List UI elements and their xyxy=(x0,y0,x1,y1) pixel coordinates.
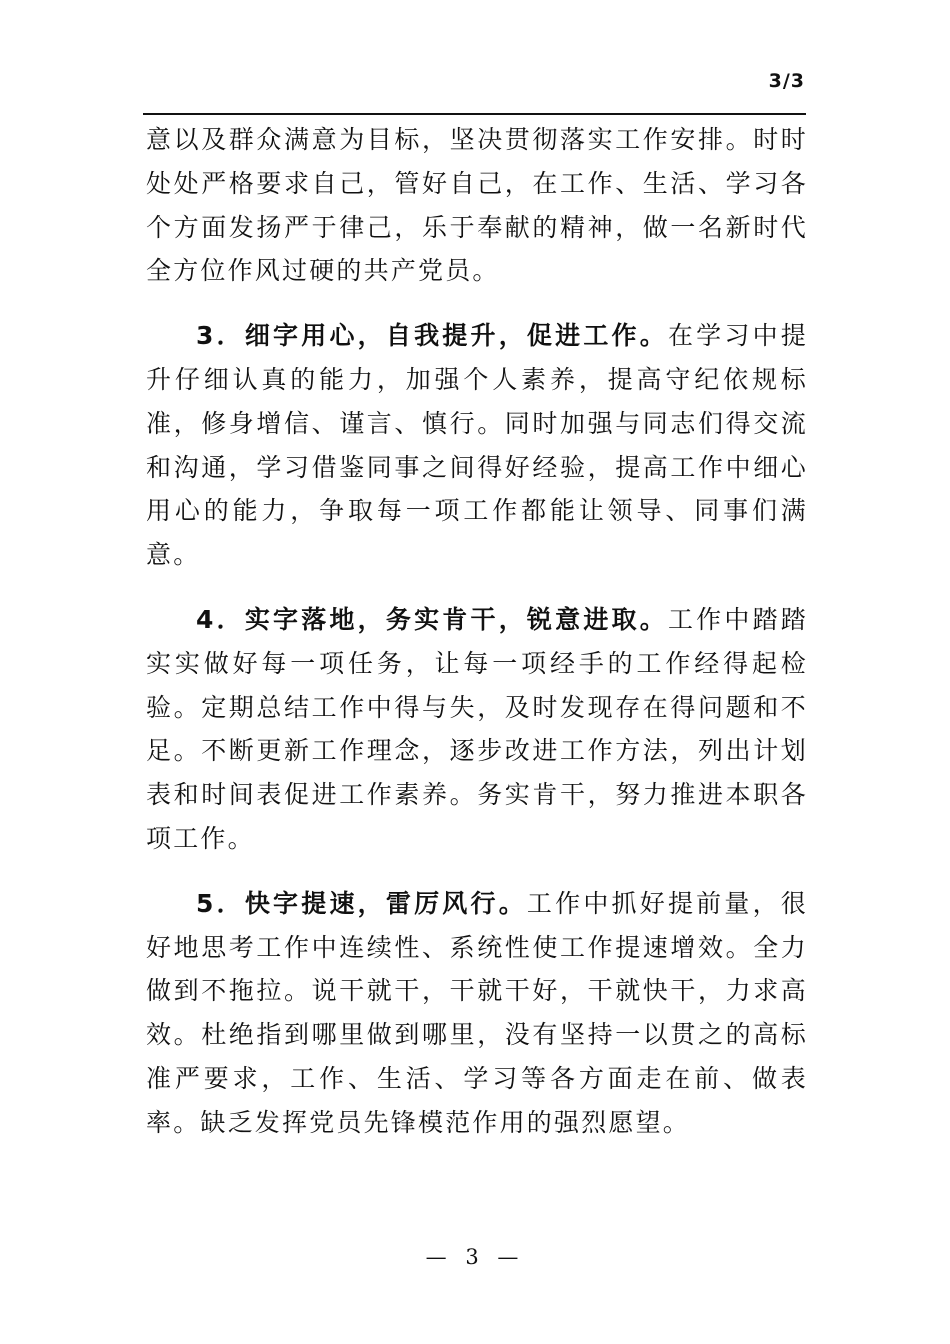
paragraph-continuation xyxy=(146,118,808,293)
document-body xyxy=(146,118,808,1145)
paragraph-heading: 3．细字用心，自我提升，促进工作。 xyxy=(196,321,668,351)
paragraph-text: 意以及群众满意为目标，坚决贯彻落实工作安排。时时处处严格要求自己，管好自己，在工作、生活、学习各个方面发扬严于律己，乐于奉献的精神，做一名新时代全方位作风过硬的共产党员。 xyxy=(146,125,808,286)
paragraph-text: 在学习中提升仔细认真的能力，加强个人素养，提高守纪依规标准，修身增信、谨言、慎行。同时加强与同志们得交流和沟通，学习借鉴同事之间得好经验，提高工作中细心用心的能力，争取每一项工作都能让领导、同事们满意。 xyxy=(146,321,808,570)
paragraph-item-4 xyxy=(146,598,808,861)
paragraph-text: 工作中踏踏实实做好每一项任务，让每一项经手的工作经得起检验。定期总结工作中得与失，及时发现存在得问题和不足。不断更新工作理念，逐步改进工作方法，列出计划表和时间表促进工作素养。务实肯干，努力推进本职各项工作。 xyxy=(146,604,808,853)
header-rule xyxy=(143,113,806,115)
paragraph-item-3 xyxy=(146,314,808,577)
paragraph-text: 工作中抓好提前量，很好地思考工作中连续性、系统性使工作提速增效。全力做到不拖拉。说干就干，干就干好，干就快干，力求高效。杜绝指到哪里做到哪里，没有坚持一以贯之的高标准严要求，工作、生活、学习等各方面走在前、做表率。缺乏发挥党员先锋模范作用的强烈愿望。 xyxy=(146,888,808,1137)
page-indicator: 3/3 xyxy=(768,70,805,92)
paragraph-heading: 5．快字提速，雷厉风行。 xyxy=(196,888,527,918)
page-number: — 3 — xyxy=(425,1245,525,1269)
paragraph-heading: 4．实字落地，务实肯干，锐意进取。 xyxy=(196,604,668,634)
paragraph-item-5 xyxy=(146,882,808,1145)
